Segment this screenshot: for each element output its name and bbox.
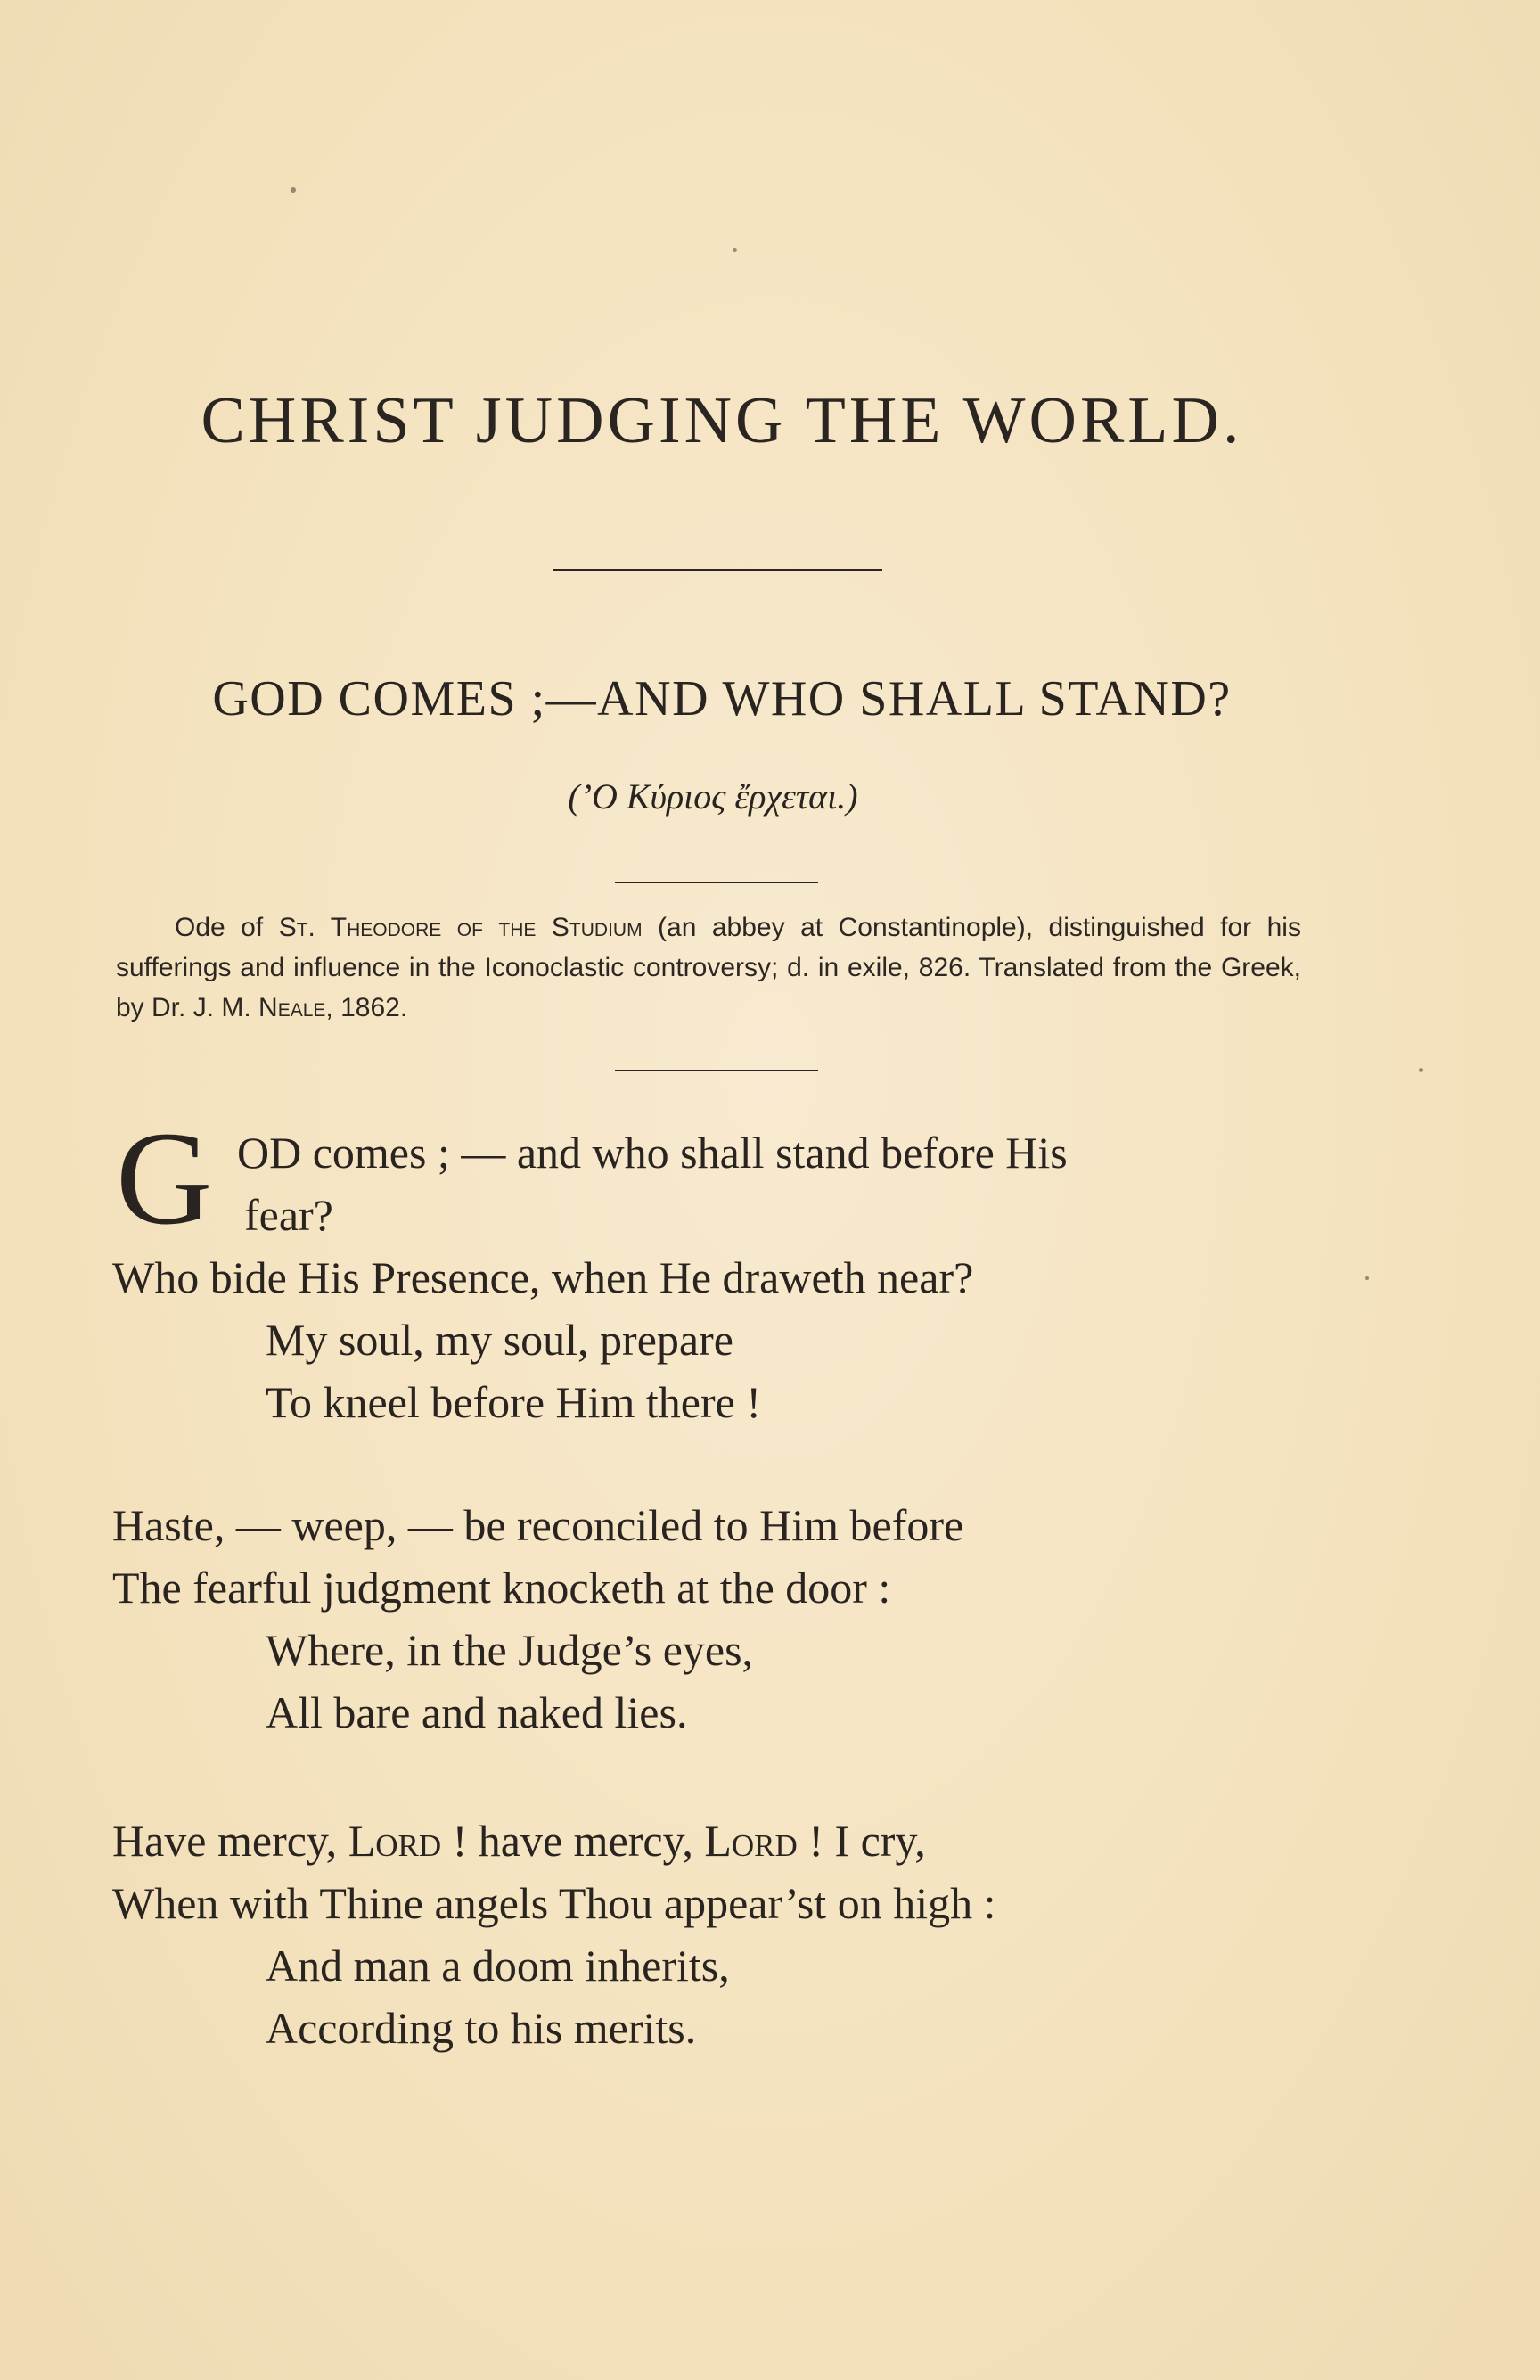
verse-line: Who bide His Presence, when He draweth near? <box>112 1252 974 1302</box>
note-divider-top <box>615 882 818 883</box>
verse-line <box>112 1810 1324 1872</box>
verse-line: Haste, — weep, — be reconciled to Him before <box>112 1500 964 1550</box>
verse-text: ! have mercy, <box>441 1816 705 1866</box>
verse-line: fear? <box>244 1190 333 1240</box>
title-divider <box>553 569 882 571</box>
verse-lord: Lord <box>348 1816 442 1866</box>
paper-speck <box>291 187 296 193</box>
greek-title: (’Ο Κύριος ἔρχεται.) <box>568 776 858 817</box>
attribution-note <box>116 907 1301 1028</box>
verse-line: The fearful judgment knocketh at the door : <box>112 1563 891 1613</box>
verse-line: And man a doom inherits, <box>266 1941 730 1990</box>
verse-text: ! I cry, <box>797 1816 926 1866</box>
paper-speck <box>733 248 737 252</box>
verse-line: According to his merits. <box>266 2003 697 2053</box>
verse-line: My soul, my soul, prepare <box>266 1315 733 1365</box>
note-text: , 1862. <box>325 993 408 1022</box>
paper-speck <box>1365 1276 1369 1280</box>
page-title: CHRIST JUDGING THE WORLD. <box>201 384 1243 457</box>
paper-speck <box>1419 1068 1423 1072</box>
stanza-3 <box>112 1810 1324 2059</box>
verse-line: All bare and naked lies. <box>266 1687 688 1737</box>
note-translator: Neale <box>258 993 326 1022</box>
drop-cap: G <box>116 1104 213 1252</box>
note-text: Ode of <box>175 913 279 942</box>
verse-lord: Lord <box>704 1816 798 1866</box>
verse-line: To kneel before Him there ! <box>266 1377 761 1427</box>
stanza-1 <box>112 1121 1324 1433</box>
note-author: St. Theodore of the Studium <box>278 913 643 942</box>
note-text: (an abbey at Constantinople), distinguished for his sufferings and influence in the Iconoclastic controversy; d. in exile, 826. Translated from the Greek, by Dr. J. M. <box>116 913 1301 1022</box>
verse-line: OD comes ; — and who shall stand before His <box>237 1128 1068 1178</box>
stanza-2 <box>112 1494 1324 1744</box>
hymn-title: GOD COMES ;—AND WHO SHALL STAND? <box>212 671 1232 726</box>
note-divider-bottom <box>615 1070 818 1071</box>
verse-line: Where, in the Judge’s eyes, <box>266 1625 754 1675</box>
verse-text: Have mercy, <box>112 1816 348 1866</box>
verse-line: When with Thine angels Thou appear’st on high : <box>112 1878 996 1928</box>
